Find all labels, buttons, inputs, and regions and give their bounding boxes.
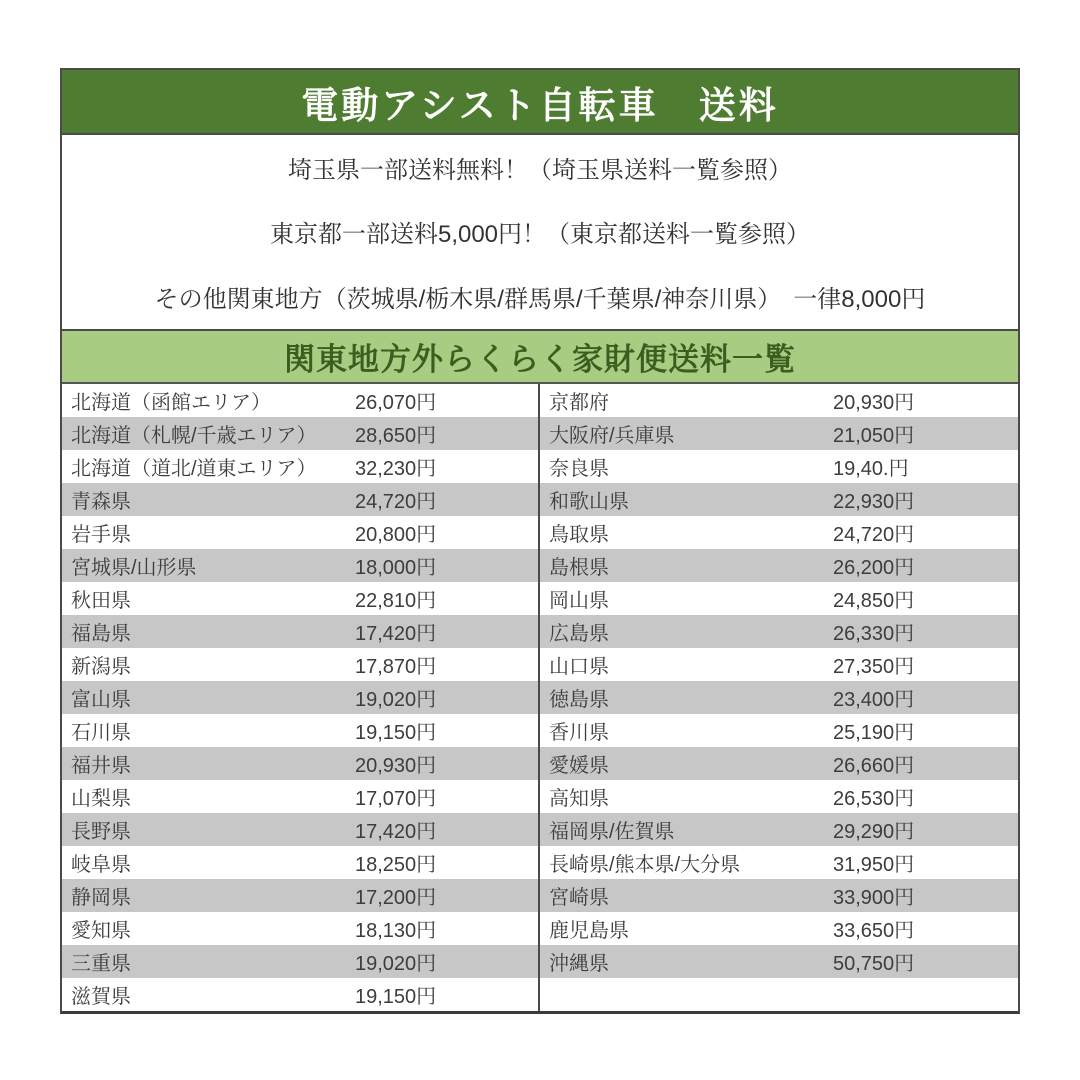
table-row bbox=[540, 747, 1018, 780]
price-cell: 17,420円 bbox=[355, 623, 437, 645]
price-cell: 20,930円 bbox=[833, 392, 915, 414]
table-row bbox=[62, 615, 538, 648]
table-row bbox=[540, 912, 1018, 945]
price-cell: 20,800円 bbox=[355, 524, 437, 546]
table-title: 関東地方外らくらく家財便送料一覧 bbox=[284, 342, 796, 377]
region-cell: 沖縄県 bbox=[549, 953, 609, 975]
note-tokyo: 東京都一部送料5,000円！（東京都送料一覧参照） bbox=[269, 221, 811, 249]
price-cell: 20,930円 bbox=[355, 755, 437, 777]
table-row bbox=[62, 945, 538, 978]
price-cell: 21,050円 bbox=[833, 425, 915, 447]
price-cell: 28,650円 bbox=[355, 425, 437, 447]
region-cell: 北海道（札幌/千歳エリア） bbox=[71, 425, 317, 447]
region-cell: 徳島県 bbox=[549, 689, 609, 711]
region-cell: 秋田県 bbox=[71, 590, 131, 612]
region-cell: 大阪府/兵庫県 bbox=[549, 425, 675, 447]
table-row bbox=[62, 747, 538, 780]
region-cell: 香川県 bbox=[549, 722, 609, 744]
table-column-right bbox=[540, 384, 1018, 1011]
price-cell: 26,200円 bbox=[833, 557, 915, 579]
shipping-info-card bbox=[60, 68, 1020, 1014]
table-row bbox=[540, 483, 1018, 516]
price-cell: 33,900円 bbox=[833, 887, 915, 909]
table-row bbox=[540, 582, 1018, 615]
price-cell: 22,930円 bbox=[833, 491, 915, 513]
table-row bbox=[540, 648, 1018, 681]
region-cell: 静岡県 bbox=[71, 887, 131, 909]
price-cell: 18,000円 bbox=[355, 557, 437, 579]
price-cell: 24,720円 bbox=[833, 524, 915, 546]
price-cell: 25,190円 bbox=[833, 722, 915, 744]
region-cell: 長崎県/熊本県/大分県 bbox=[549, 854, 741, 876]
region-cell: 岡山県 bbox=[549, 590, 609, 612]
price-cell: 26,660円 bbox=[833, 755, 915, 777]
table-row bbox=[540, 615, 1018, 648]
price-cell: 26,070円 bbox=[355, 392, 437, 414]
region-cell: 岐阜県 bbox=[71, 854, 131, 876]
table-row bbox=[540, 978, 1018, 1011]
price-cell: 17,070円 bbox=[355, 788, 437, 810]
region-cell: 愛知県 bbox=[71, 920, 131, 942]
region-cell: 青森県 bbox=[71, 491, 131, 513]
table-row bbox=[62, 780, 538, 813]
price-cell: 31,950円 bbox=[833, 854, 915, 876]
region-cell: 広島県 bbox=[549, 623, 609, 645]
region-cell: 北海道（道北/道東エリア） bbox=[71, 458, 317, 480]
region-cell: 滋賀県 bbox=[71, 986, 131, 1008]
price-cell: 19,020円 bbox=[355, 953, 437, 975]
table-row bbox=[540, 549, 1018, 582]
note-kanto-other: その他関東地方（茨城県/栃木県/群馬県/千葉県/神奈川県） 一律8,000円 bbox=[154, 286, 926, 314]
price-cell: 19,020円 bbox=[355, 689, 437, 711]
table-row bbox=[62, 516, 538, 549]
table-row bbox=[540, 714, 1018, 747]
region-cell: 福岡県/佐賀県 bbox=[549, 821, 675, 843]
price-cell: 24,850円 bbox=[833, 590, 915, 612]
region-cell: 長野県 bbox=[71, 821, 131, 843]
table-row bbox=[62, 417, 538, 450]
table-row bbox=[540, 780, 1018, 813]
region-cell: 新潟県 bbox=[71, 656, 131, 678]
price-cell: 19,150円 bbox=[355, 986, 437, 1008]
shipping-notes bbox=[62, 135, 1018, 329]
region-cell: 石川県 bbox=[71, 722, 131, 744]
region-cell: 山梨県 bbox=[71, 788, 131, 810]
price-cell: 23,400円 bbox=[833, 689, 915, 711]
table-row bbox=[540, 813, 1018, 846]
card-title-bar bbox=[62, 70, 1018, 135]
table-row bbox=[62, 879, 538, 912]
region-cell: 山口県 bbox=[549, 656, 609, 678]
table-row bbox=[62, 846, 538, 879]
price-cell: 22,810円 bbox=[355, 590, 437, 612]
price-cell: 32,230円 bbox=[355, 458, 437, 480]
shipping-fee-table bbox=[62, 384, 1018, 1011]
price-cell: 19,40.円 bbox=[833, 458, 909, 480]
table-row bbox=[540, 945, 1018, 978]
table-row bbox=[540, 450, 1018, 483]
note-saitama: 埼玉県一部送料無料！（埼玉県送料一覧参照） bbox=[288, 156, 792, 184]
price-cell: 33,650円 bbox=[833, 920, 915, 942]
region-cell: 島根県 bbox=[549, 557, 609, 579]
table-title-bar bbox=[62, 329, 1018, 384]
region-cell: 三重県 bbox=[71, 953, 131, 975]
price-cell: 27,350円 bbox=[833, 656, 915, 678]
region-cell: 宮城県/山形県 bbox=[71, 557, 197, 579]
region-cell: 和歌山県 bbox=[549, 491, 629, 513]
price-cell: 18,130円 bbox=[355, 920, 437, 942]
region-cell: 高知県 bbox=[549, 788, 609, 810]
price-cell: 19,150円 bbox=[355, 722, 437, 744]
table-row bbox=[540, 681, 1018, 714]
price-cell: 24,720円 bbox=[355, 491, 437, 513]
table-row bbox=[62, 714, 538, 747]
table-row bbox=[540, 417, 1018, 450]
price-cell: 26,530円 bbox=[833, 788, 915, 810]
table-row bbox=[62, 549, 538, 582]
page-title: 電動アシスト自転車 送料 bbox=[301, 84, 779, 126]
table-row bbox=[540, 879, 1018, 912]
region-cell: 北海道（函館エリア） bbox=[71, 392, 271, 414]
table-row bbox=[540, 384, 1018, 417]
region-cell: 福井県 bbox=[71, 755, 131, 777]
region-cell: 福島県 bbox=[71, 623, 131, 645]
table-column-left bbox=[62, 384, 540, 1011]
table-row bbox=[62, 681, 538, 714]
price-cell: 17,200円 bbox=[355, 887, 437, 909]
region-cell: 奈良県 bbox=[549, 458, 609, 480]
price-cell: 29,290円 bbox=[833, 821, 915, 843]
region-cell: 富山県 bbox=[71, 689, 131, 711]
region-cell: 鳥取県 bbox=[549, 524, 609, 546]
region-cell: 京都府 bbox=[549, 392, 609, 414]
table-row bbox=[62, 582, 538, 615]
table-row bbox=[62, 813, 538, 846]
price-cell: 17,420円 bbox=[355, 821, 437, 843]
table-row bbox=[540, 846, 1018, 879]
price-cell: 26,330円 bbox=[833, 623, 915, 645]
region-cell: 愛媛県 bbox=[549, 755, 609, 777]
price-cell: 18,250円 bbox=[355, 854, 437, 876]
table-row bbox=[62, 450, 538, 483]
region-cell: 鹿児島県 bbox=[549, 920, 629, 942]
table-row bbox=[62, 978, 538, 1011]
price-cell: 17,870円 bbox=[355, 656, 437, 678]
price-cell: 50,750円 bbox=[833, 953, 915, 975]
table-row bbox=[540, 516, 1018, 549]
table-row bbox=[62, 483, 538, 516]
table-row bbox=[62, 648, 538, 681]
region-cell: 宮崎県 bbox=[549, 887, 609, 909]
table-row bbox=[62, 912, 538, 945]
region-cell: 岩手県 bbox=[71, 524, 131, 546]
table-row bbox=[62, 384, 538, 417]
